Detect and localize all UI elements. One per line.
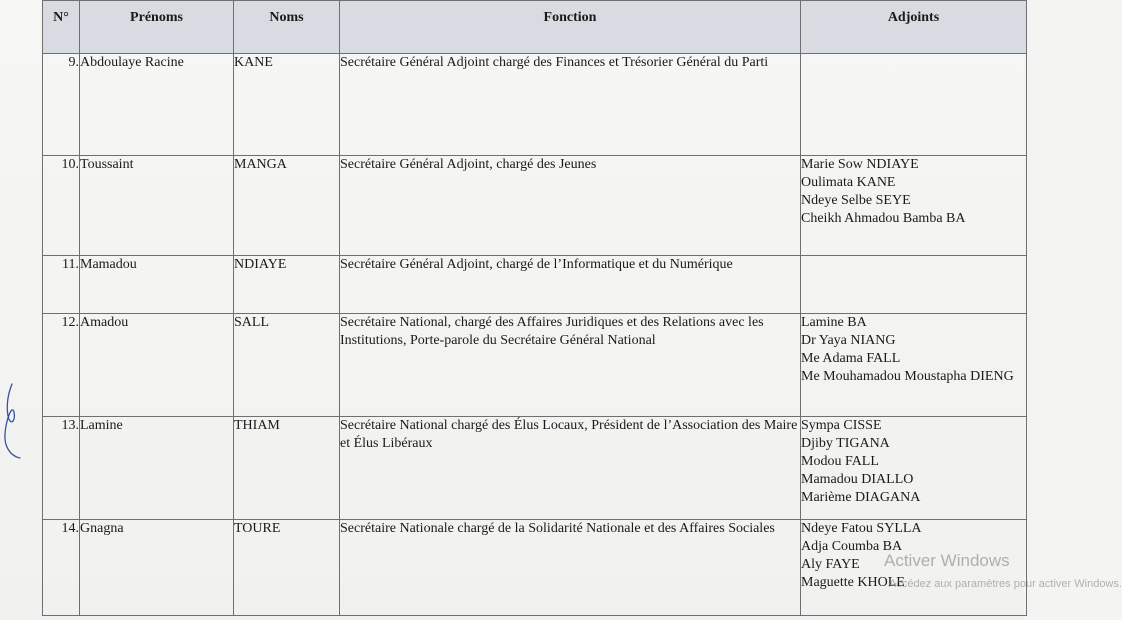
header-lastname: Noms <box>234 1 340 54</box>
header-adjoints: Adjoints <box>801 1 1027 54</box>
header-firstname: Prénoms <box>80 1 234 54</box>
adjoint-name: Marième DIAGANA <box>801 490 921 505</box>
row-num: 14. <box>43 520 80 616</box>
row-lastname: KANE <box>234 54 340 156</box>
table-row <box>43 256 1027 314</box>
adjoint-name: Marie Sow NDIAYE <box>801 157 919 172</box>
row-adjoints <box>801 520 1122 616</box>
adjoint-name: Lamine BA <box>801 315 867 330</box>
handwritten-margin-mark <box>2 382 24 460</box>
row-lastname: TOURE <box>234 520 340 616</box>
row-role: Secrétaire Nationale chargé de la Solidarité Nationale et des Affaires Sociales <box>340 520 801 616</box>
row-num: 11. <box>43 256 80 314</box>
row-lastname: THIAM <box>234 417 340 520</box>
row-role: Secrétaire Général Adjoint chargé des Finances et Trésorier Général du Parti <box>340 54 801 156</box>
row-lastname: NDIAYE <box>234 256 340 314</box>
row-role: Secrétaire Général Adjoint, chargé des Jeunes <box>340 156 801 256</box>
table-row <box>43 520 1027 616</box>
row-firstname: Toussaint <box>80 156 234 256</box>
row-firstname: Amadou <box>80 314 234 417</box>
row-adjoints <box>801 54 1027 156</box>
table-row <box>43 156 1027 256</box>
header-role: Fonction <box>340 1 801 54</box>
table-row <box>43 314 1027 417</box>
adjoint-name: Mamadou DIALLO <box>801 472 914 487</box>
table-row <box>43 417 1027 520</box>
row-num: 12. <box>43 314 80 417</box>
members-table <box>42 0 1122 616</box>
row-lastname: MANGA <box>234 156 340 256</box>
adjoint-name: Sympa CISSE <box>801 418 882 433</box>
adjoint-name: Dr Yaya NIANG <box>801 333 896 348</box>
row-num: 9. <box>43 54 80 156</box>
adjoint-name: Cheikh Ahmadou Bamba BA <box>801 211 966 226</box>
row-adjoints <box>801 256 1027 314</box>
adjoint-name: Ndeye Selbe SEYE <box>801 193 911 208</box>
watermark-subtitle: Accédez aux paramètres pour activer Windows. <box>889 578 1122 590</box>
adjoint-name: Aly FAYE <box>801 557 860 572</box>
row-num: 10. <box>43 156 80 256</box>
header-num: N° <box>43 1 80 54</box>
adjoint-name: Maguette KHOLE <box>801 575 905 590</box>
watermark-title: Activer Windows <box>884 551 1010 570</box>
row-role: Secrétaire National chargé des Élus Locaux, Président de l’Association des Maire et Élus Libéraux <box>340 417 801 520</box>
row-adjoints <box>801 314 1027 417</box>
adjoint-name: Djiby TIGANA <box>801 436 890 451</box>
adjoint-name: Ndeye Fatou SYLLA <box>801 521 922 536</box>
row-role: Secrétaire National, chargé des Affaires Juridiques et des Relations avec les Institutions, Porte-parole du Secrétaire Général National <box>340 314 801 417</box>
row-lastname: SALL <box>234 314 340 417</box>
row-firstname: Abdoulaye Racine <box>80 54 234 156</box>
row-adjoints <box>801 417 1027 520</box>
adjoint-name: Me Mouhamadou Moustapha DIENG <box>801 369 1014 384</box>
adjoint-name: Oulimata KANE <box>801 175 896 190</box>
row-firstname: Mamadou <box>80 256 234 314</box>
adjoint-name: Modou FALL <box>801 454 879 469</box>
table-header-row <box>43 1 1027 54</box>
row-num: 13. <box>43 417 80 520</box>
adjoint-name: Adja Coumba BA <box>801 539 903 554</box>
row-firstname: Lamine <box>80 417 234 520</box>
adjoint-name: Me Adama FALL <box>801 351 901 366</box>
row-adjoints <box>801 156 1027 256</box>
table-row <box>43 54 1027 156</box>
row-firstname: Gnagna <box>80 520 234 616</box>
row-role: Secrétaire Général Adjoint, chargé de l’Informatique et du Numérique <box>340 256 801 314</box>
